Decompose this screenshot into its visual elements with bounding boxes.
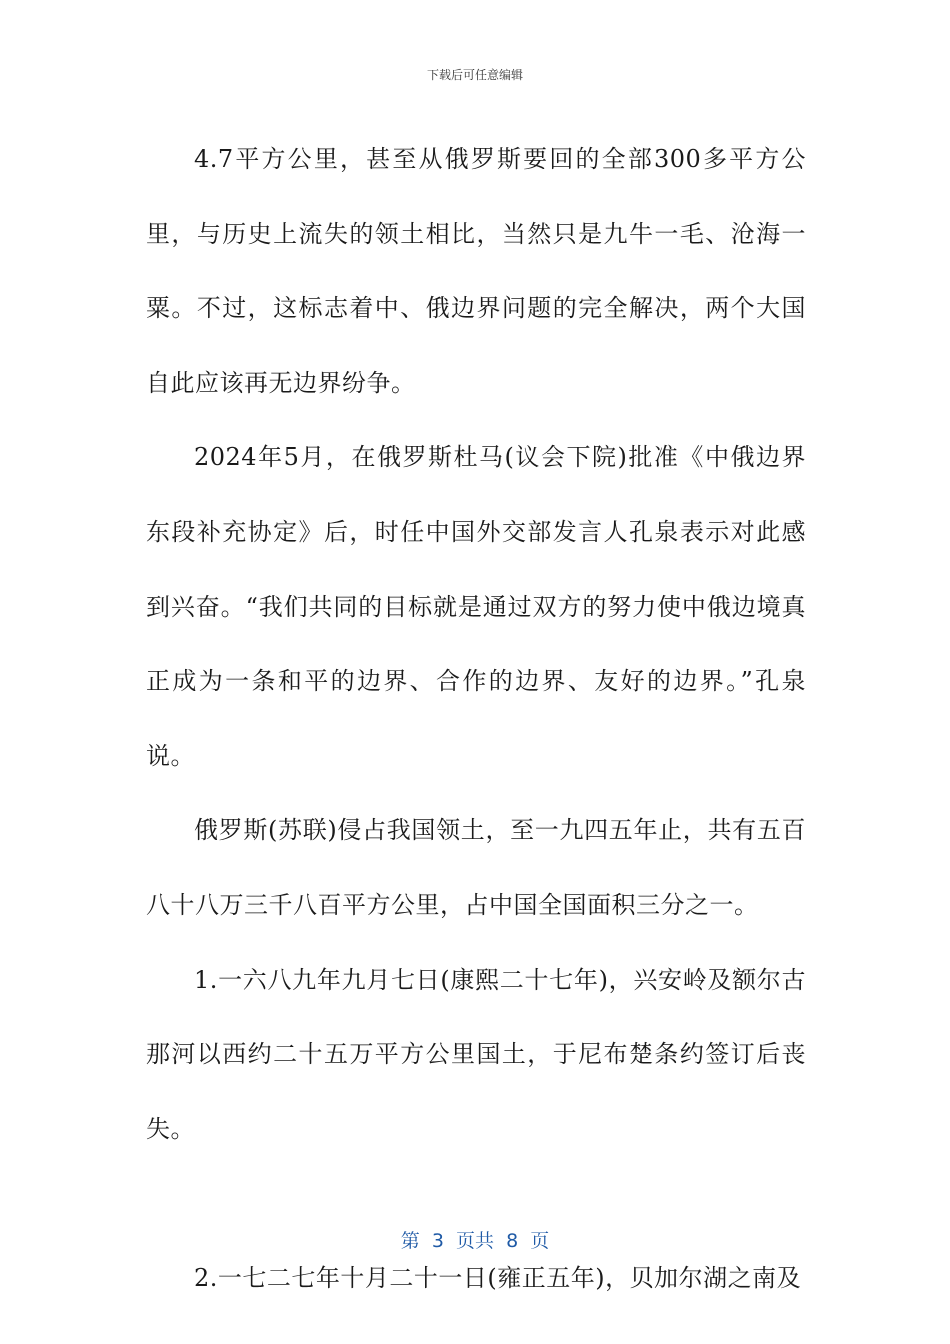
paragraph-5: 2.一七二七年十月二十一日(雍正五年)，贝加尔湖之南及 (194, 1263, 802, 1292)
paragraph-4: 1.一六八九年九月七日(康熙二十七年)，兴安岭及额尔古那河以西约二十五万平方公里国土，于尼布楚条约签订后丧失。 (146, 965, 806, 1143)
paragraph-1: 4.7平方公里，甚至从俄罗斯要回的全部300多平方公里，与历史上流失的领土相比，当然只是九牛一毛、沧海一粟。不过，这标志着中、俄边界问题的完全解决，两个大国自此应该再无边界纷争。 (146, 145, 806, 397)
page-header: 下载后可任意编辑 (426, 68, 523, 82)
page-number-footer: 第 3 页共 8 页 (400, 1230, 550, 1252)
paragraph-2: 2024年5月，在俄罗斯杜马(议会下院)批准《中俄边界东段补充协定》后，时任中国外交部发言人孔泉表示对此感到兴奋。“我们共同的目标就是通过双方的努力使中俄边境真正成为一条和平的边界、合作的边界、友好的边界。”孔泉说。 (146, 443, 806, 770)
paragraph-3: 俄罗斯(苏联)侵占我国领土，至一九四五年止，共有五百八十八万三千八百平方公里，占中国全国面积三分之一。 (146, 816, 806, 919)
document-body (146, 122, 806, 1316)
